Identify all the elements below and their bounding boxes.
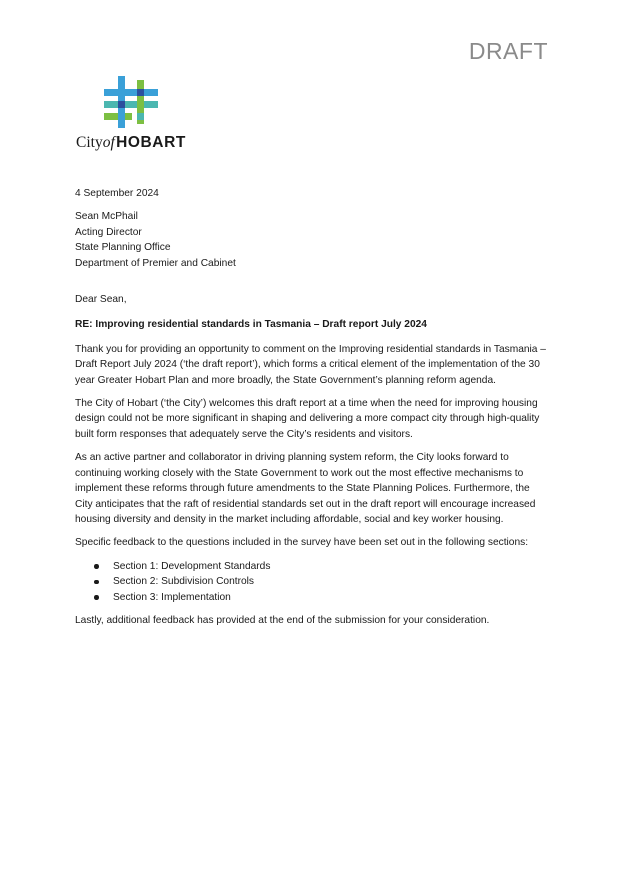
recipient-line: Sean McPhail [75, 211, 138, 223]
logo-hobart: HOBART [116, 134, 186, 151]
body-paragraph: As an active partner and collaborator in driving planning system reform, the City looks forward to continuing working closely with the State Government to work out the most effective mechanisms to implement these reforms through future amendments to the State Planning Polices. Furthermore, the City anticipates that the raft of residential standards set out in the draft report will encourage increased housing diversity and density in the market including affordable, social and key worker housing. [75, 452, 536, 525]
body-paragraph: The City of Hobart (‘the City’) welcomes this draft report at a time when the need for improving housing design could not be more significant in shaping and delivering a more compact city through high-quality built form responses that adequately serve the City’s residents and visitors. [75, 398, 540, 440]
body-paragraph: Thank you for providing an opportunity to comment on the Improving residential standards in Tasmania – Draft Report July 2024 (‘the draft report’), which forms a critical element of the implementation of the 30 year Greater Hobart Plan and more broadly, the State Government’s planning reform agenda. [75, 343, 546, 386]
recipient-address [75, 209, 547, 271]
subject-line: RE: Improving residential standards in Tasmania – Draft report July 2024 [75, 319, 427, 331]
city-of-hobart-logo-icon [104, 76, 158, 128]
logo-city: City [76, 134, 103, 151]
bullet-icon [94, 595, 99, 600]
bullet-icon [94, 580, 99, 585]
list-item [75, 559, 547, 574]
list-item [75, 590, 547, 605]
logo-of: of [102, 134, 115, 151]
list-item-label: Section 3: Implementation [113, 591, 231, 603]
recipient-line: Department of Premier and Cabinet [75, 257, 236, 269]
body-paragraph: Specific feedback to the questions included in the survey have been set out in the following sections: [75, 537, 529, 549]
recipient-line: State Planning Office [75, 242, 171, 254]
logo-wordmark [76, 134, 186, 152]
list-item-label: Section 2: Subdivision Controls [113, 576, 255, 588]
sections-list [75, 559, 547, 605]
list-item [75, 574, 547, 589]
letter-body [75, 186, 547, 636]
draft-watermark: DRAFT [468, 38, 548, 64]
salutation: Dear Sean, [75, 294, 127, 306]
bullet-icon [94, 564, 99, 569]
recipient-line: Acting Director [75, 226, 142, 238]
list-item-label: Section 1: Development Standards [113, 560, 271, 572]
closing-paragraph: Lastly, additional feedback has provided at the end of the submission for your consideration. [75, 614, 490, 626]
letter-date: 4 September 2024 [75, 188, 159, 199]
